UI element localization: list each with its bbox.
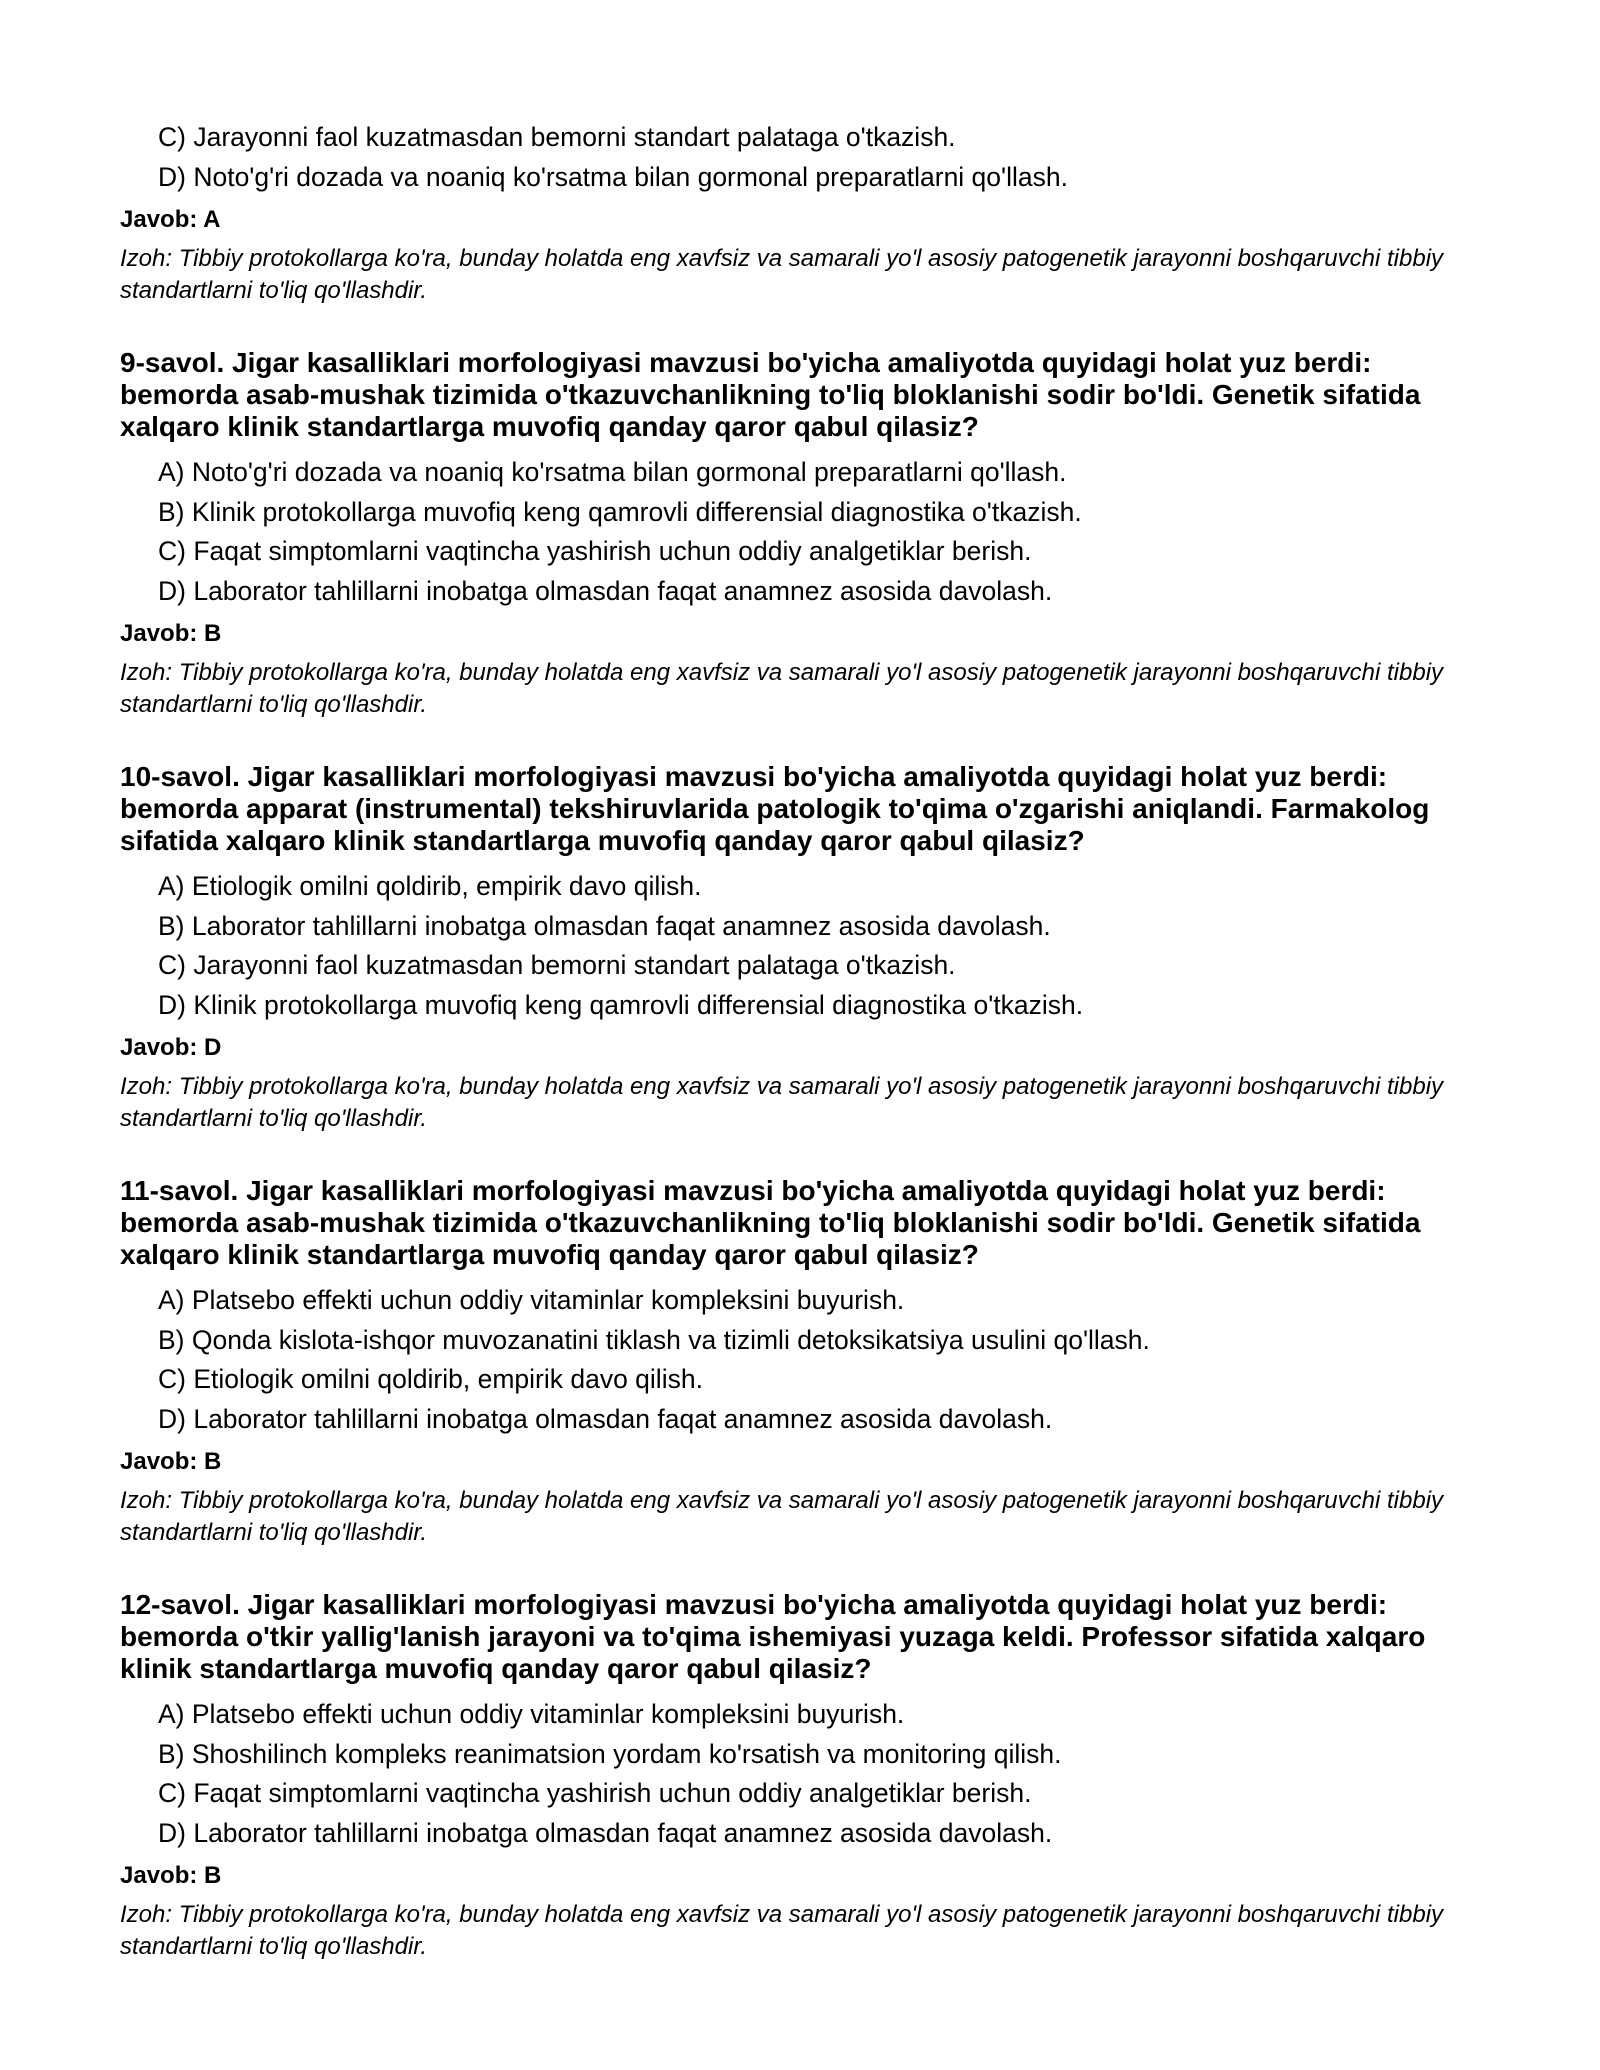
option-c: C) Faqat simptomlarni vaqtincha yashirish uchun oddiy analgetiklar berish. [158,1778,1032,1808]
option-list [120,867,1480,1025]
option-b: B) Laborator tahlillarni inobatga olmasdan faqat anamnez asosida davolash. [158,910,1051,941]
explanation-note: Izoh: Tibbiy protokollarga ko'ra, bunday holatda eng xavfsiz va samarali yo'l asosiy patogenetik jarayonni boshqaruvchi tibbiy standartlarni to'liq qo'llashdir. [120,1487,1444,1546]
explanation-note: Izoh: Tibbiy protokollarga ko'ra, bunday holatda eng xavfsiz va samarali yo'l asosiy patogenetik jarayonni boshqaruvchi tibbiy standartlarni to'liq qo'llashdir. [120,1901,1444,1960]
option-d: D) Laborator tahlillarni inobatga olmasdan faqat anamnez asosida davolash. [158,1817,1053,1848]
answer-label: Javob: B [120,620,222,647]
option-a: A) Platsebo effekti uchun oddiy vitaminlar kompleksini buyurish. [158,1699,905,1729]
question-title: 10-savol. Jigar kasalliklari morfologiyasi mavzusi bo'yicha amaliyotda quyidagi holat yuz berdi: bemorda apparat (instrumental) tekshiruvlarida patologik to'qima o'zgarishi aniqlandi. Farmakolog sifatida xalqaro klinik standartlarga muvofiq qanday qaror qabul qilasiz? [120,761,1430,856]
option-b: B) Shoshilinch kompleks reanimatsion yordam ko'rsatish va monitoring qilish. [158,1738,1062,1769]
explanation-note: Izoh: Tibbiy protokollarga ko'ra, bunday holatda eng xavfsiz va samarali yo'l asosiy patogenetik jarayonni boshqaruvchi tibbiy standartlarni to'liq qo'llashdir. [120,1073,1444,1132]
question-11 [120,1175,1480,1549]
option-d: D) Klinik protokollarga muvofiq keng qamrovli differensial diagnostika o'tkazish. [158,989,1084,1020]
answer-label: Javob: D [120,1034,222,1061]
question-title: 11-savol. Jigar kasalliklari morfologiyasi mavzusi bo'yicha amaliyotda quyidagi holat yuz berdi: bemorda asab-mushak tizimida o'tkazuvchanlikning to'liq bloklanishi sodir bo'ldi. Genetik sifatida xalqaro klinik standartlarga muvofiq qanday qaror qabul qilasiz? [120,1175,1421,1270]
option-list [120,1281,1480,1439]
option-d: D) Laborator tahlillarni inobatga olmasdan faqat anamnez asosida davolash. [158,575,1053,606]
option-list [120,453,1480,611]
option-a: A) Platsebo effekti uchun oddiy vitaminlar kompleksini buyurish. [158,1285,905,1315]
option-c: C) Jarayonni faol kuzatmasdan bemorni standart palataga o'tkazish. [158,122,956,152]
answer-label: Javob: B [120,1862,222,1889]
explanation-note: Izoh: Tibbiy protokollarga ko'ra, bunday holatda eng xavfsiz va samarali yo'l asosiy patogenetik jarayonni boshqaruvchi tibbiy standartlarni to'liq qo'llashdir. [120,659,1444,718]
option-c: C) Etiologik omilni qoldirib, empirik davo qilish. [158,1364,703,1394]
option-c: C) Jarayonni faol kuzatmasdan bemorni standart palataga o'tkazish. [158,950,956,980]
question-9 [120,347,1480,721]
answer-label: Javob: B [120,1448,222,1475]
option-a: A) Noto'g'ri dozada va noaniq ko'rsatma bilan gormonal preparatlarni qo'llash. [158,457,1067,487]
option-a: A) Etiologik omilni qoldirib, empirik davo qilish. [158,871,702,901]
answer-label: Javob: A [120,206,221,233]
option-b: B) Qonda kislota-ishqor muvozanatini tiklash va tizimli detoksikatsiya usulini qo'llash. [158,1324,1150,1355]
question-title: 12-savol. Jigar kasalliklari morfologiyasi mavzusi bo'yicha amaliyotda quyidagi holat yuz berdi: bemorda o'tkir yallig'lanish jarayoni va to'qima ishemiyasi yuzaga keldi. Professor sifatida xalqaro klinik standartlarga muvofiq qanday qaror qabul qilasiz? [120,1589,1426,1684]
option-list [120,118,1480,197]
question-fragment [120,118,1480,307]
document-page [120,118,1480,1963]
question-12 [120,1589,1480,1963]
question-title: 9-savol. Jigar kasalliklari morfologiyasi mavzusi bo'yicha amaliyotda quyidagi holat yuz berdi: bemorda asab-mushak tizimida o'tkazuvchanlikning to'liq bloklanishi sodir bo'ldi. Genetik sifatida xalqaro klinik standartlarga muvofiq qanday qaror qabul qilasiz? [120,347,1421,442]
explanation-note: Izoh: Tibbiy protokollarga ko'ra, bunday holatda eng xavfsiz va samarali yo'l asosiy patogenetik jarayonni boshqaruvchi tibbiy standartlarni to'liq qo'llashdir. [120,245,1444,304]
option-c: C) Faqat simptomlarni vaqtincha yashirish uchun oddiy analgetiklar berish. [158,536,1032,566]
option-d: D) Noto'g'ri dozada va noaniq ko'rsatma bilan gormonal preparatlarni qo'llash. [158,161,1068,192]
option-list [120,1695,1480,1853]
option-b: B) Klinik protokollarga muvofiq keng qamrovli differensial diagnostika o'tkazish. [158,496,1082,527]
option-d: D) Laborator tahlillarni inobatga olmasdan faqat anamnez asosida davolash. [158,1403,1053,1434]
question-10 [120,761,1480,1135]
